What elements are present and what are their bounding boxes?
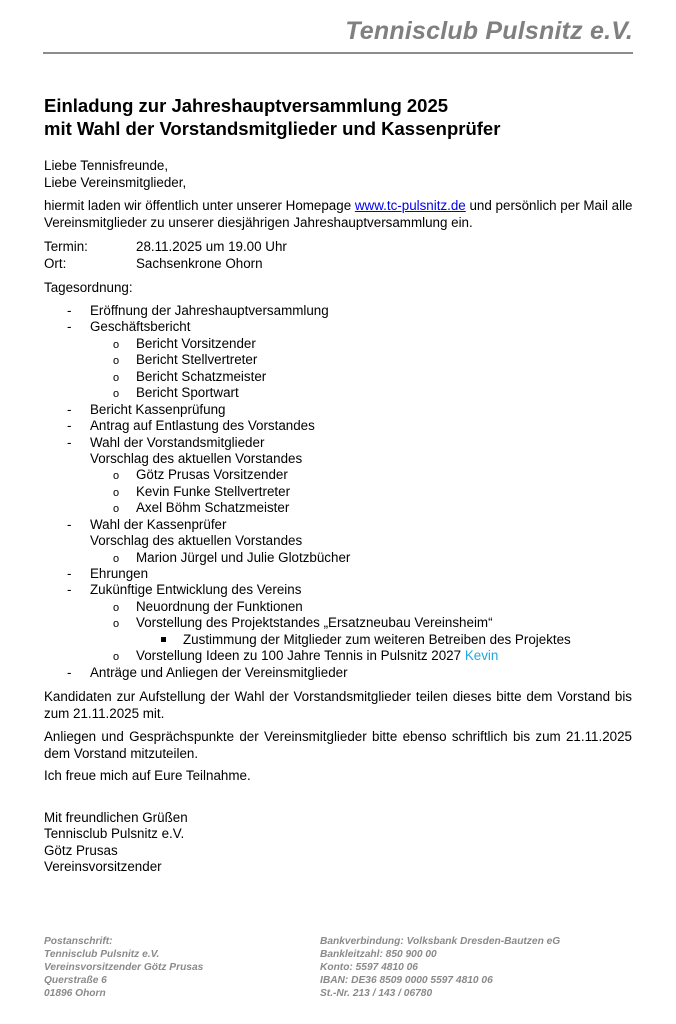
circle-bullet-icon: o <box>113 371 120 384</box>
salutation: Mit freundlichen Grüßen <box>44 810 188 825</box>
agenda-item-label: Bericht Schatzmeister <box>136 368 267 384</box>
greeting-line-2: Liebe Vereinsmitglieder, <box>44 174 187 190</box>
dash-bullet-icon: - <box>67 401 72 417</box>
homepage-link[interactable]: www.tc-pulsnitz.de <box>354 198 466 213</box>
signature-role: Vereinsvorsitzender <box>44 859 162 875</box>
intro-text-before: hiermit laden wir öffentlich unter unserer Homepage <box>44 198 355 213</box>
circle-bullet-icon: o <box>113 503 120 516</box>
dash-bullet-icon: - <box>67 566 72 581</box>
agenda-item-label: Ehrungen <box>90 566 149 581</box>
agenda-item-text <box>136 599 303 615</box>
footer-left-line: Postanschrift: <box>44 936 113 947</box>
agenda-item-note: Kevin <box>464 648 499 664</box>
footer-left-line: Querstraße 6 <box>44 975 107 987</box>
footer-right-line: Konto: 5597 4810 06 <box>320 962 418 974</box>
closing-sentence: Ich freue mich auf Eure Teilnahme. <box>44 768 251 783</box>
agenda-item-label: Wahl der Vorstandsmitglieder <box>90 434 265 450</box>
agenda-item-label: Vorschlag des aktuellen Vorstandes <box>90 533 303 549</box>
agenda-item-text <box>90 582 301 598</box>
agenda-item-label: Zukünftige Entwicklung des Vereins <box>90 582 302 598</box>
agenda-item-text <box>90 319 190 335</box>
signature-name: Götz Prusas <box>44 842 118 858</box>
agenda-item-label: Anträge und Anliegen der Vereinsmitglieder <box>90 664 348 680</box>
agenda-item-text <box>90 517 226 533</box>
agenda-item-text <box>136 352 257 368</box>
agenda-item-text <box>90 402 225 418</box>
termin-row <box>44 239 287 256</box>
agenda-item-text <box>136 484 290 500</box>
agenda-item-label: Neuordnung der Funktionen <box>136 598 303 614</box>
title-line-2: mit Wahl der Vorstandsmitglieder und Kassenprüfer <box>44 118 501 139</box>
dash-bullet-icon: - <box>67 582 72 598</box>
agenda-item-text <box>90 435 264 451</box>
agenda-item-text <box>183 632 571 648</box>
header-divider <box>43 52 633 54</box>
agenda-item-label: Wahl der Kassenprüfer <box>90 516 227 532</box>
greeting-line-1: Liebe Tennisfreunde, <box>44 158 169 173</box>
agenda-item-text <box>136 369 266 385</box>
agenda-item-label: Bericht Sportwart <box>136 385 239 401</box>
agenda-item-label: Vorstellung Ideen zu 100 Jahre Tennis in Pulsnitz 2027 <box>136 648 462 664</box>
termin-value: 28.11.2025 um 19.00 Uhr <box>136 239 287 254</box>
intro-text-after: und persönlich per Mail alle Vereinsmitglieder zu unserer diesjährigen Jahreshauptversammlung ein. <box>44 198 633 230</box>
agenda-item-text <box>90 451 302 467</box>
agenda-item-text <box>90 566 148 582</box>
footer-right-line: IBAN: DE36 8509 0000 5597 4810 06 <box>320 975 493 987</box>
agenda-item-label: Vorschlag des aktuellen Vorstandes <box>90 450 303 466</box>
circle-bullet-icon: o <box>113 338 120 351</box>
circle-bullet-icon: o <box>113 486 120 499</box>
agenda-item-label: Zustimmung der Mitglieder zum weiteren Betreiben des Projektes <box>183 631 571 647</box>
concerns-paragraph: Anliegen und Gesprächspunkte der Vereinsmitglieder bitte ebenso schriftlich bis zum 21.11.2025 dem Vorstand mitzuteilen. <box>44 729 632 761</box>
ort-value: Sachsenkrone Ohorn <box>136 255 263 271</box>
agenda-item-text <box>136 500 289 516</box>
dash-bullet-icon: - <box>67 319 72 335</box>
footer-postal-address <box>44 935 203 1000</box>
dash-bullet-icon: - <box>67 516 72 532</box>
termin-label: Termin: <box>44 239 88 254</box>
footer-bank-details <box>320 935 560 1000</box>
agenda-item-text <box>90 303 329 319</box>
title-line-1: Einladung zur Jahreshauptversammlung 2025 <box>44 95 449 116</box>
agenda-item-label: Axel Böhm Schatzmeister <box>136 500 290 516</box>
agenda-item-label: Bericht Stellvertreter <box>136 352 258 368</box>
circle-bullet-icon: o <box>113 552 120 565</box>
agenda-item-text <box>90 418 315 434</box>
agenda-label: Tagesordnung: <box>44 280 133 295</box>
footer-left-line: Vereinsvorsitzender Götz Prusas <box>44 962 204 974</box>
document-title <box>44 94 500 140</box>
signature-club: Tennisclub Pulsnitz e.V. <box>44 826 185 842</box>
agenda-item-text <box>136 467 288 483</box>
agenda-item-label: Bericht Vorsitzender <box>136 335 256 351</box>
footer-left-line: 01896 Ohorn <box>44 988 106 1000</box>
circle-bullet-icon: o <box>113 651 120 664</box>
agenda-item-label: Geschäftsbericht <box>90 319 191 335</box>
agenda-item-label: Vorstellung des Projektstandes „Ersatzneubau Vereinsheim“ <box>136 615 493 631</box>
dash-bullet-icon: - <box>67 664 72 680</box>
greeting <box>44 158 186 191</box>
agenda-item-text <box>136 550 350 566</box>
agenda-item-text <box>136 648 498 664</box>
dash-bullet-icon: - <box>67 303 72 318</box>
signature-block <box>44 810 188 876</box>
circle-bullet-icon: o <box>113 618 120 631</box>
ort-row <box>44 256 287 273</box>
footer-right-line: St.-Nr. 213 / 143 / 06780 <box>320 988 433 1000</box>
agenda-item-text <box>136 385 239 401</box>
agenda-item-label: Eröffnung der Jahreshauptversammlung <box>90 303 329 318</box>
agenda-item-text <box>136 336 256 352</box>
agenda-item-text <box>90 533 302 549</box>
candidates-paragraph: Kandidaten zur Aufstellung der Wahl der Vorstandsmitglieder teilen dieses bitte dem Vorstand bis zum 21.11.2025 mit. <box>44 689 632 721</box>
agenda-item-text <box>136 615 493 631</box>
footer-left-line: Tennisclub Pulsnitz e.V. <box>44 949 160 961</box>
square-bullet-icon <box>161 637 166 642</box>
ort-label: Ort: <box>44 255 67 271</box>
agenda-item-label: Kevin Funke Stellvertreter <box>136 483 291 499</box>
footer-right-line: Bankleitzahl: 850 900 00 <box>320 949 437 961</box>
agenda-item-label: Götz Prusas Vorsitzender <box>136 467 288 483</box>
circle-bullet-icon: o <box>113 388 120 401</box>
agenda-item-label: Bericht Kassenprüfung <box>90 401 226 417</box>
dash-bullet-icon: - <box>67 418 72 434</box>
circle-bullet-icon: o <box>113 601 120 614</box>
circle-bullet-icon: o <box>113 470 120 483</box>
footer-right-line: Bankverbindung: Volksbank Dresden-Bautzen eG <box>320 936 561 947</box>
dash-bullet-icon: - <box>67 434 72 450</box>
circle-bullet-icon: o <box>113 355 120 368</box>
agenda-item-label: Marion Jürgel und Julie Glotzbücher <box>136 549 351 565</box>
agenda-item-text <box>90 665 348 681</box>
agenda-item-label: Antrag auf Entlastung des Vorstandes <box>90 418 315 434</box>
event-details <box>44 239 287 272</box>
intro-paragraph <box>44 198 634 231</box>
club-name-header: Tennisclub Pulsnitz e.V. <box>345 17 633 45</box>
